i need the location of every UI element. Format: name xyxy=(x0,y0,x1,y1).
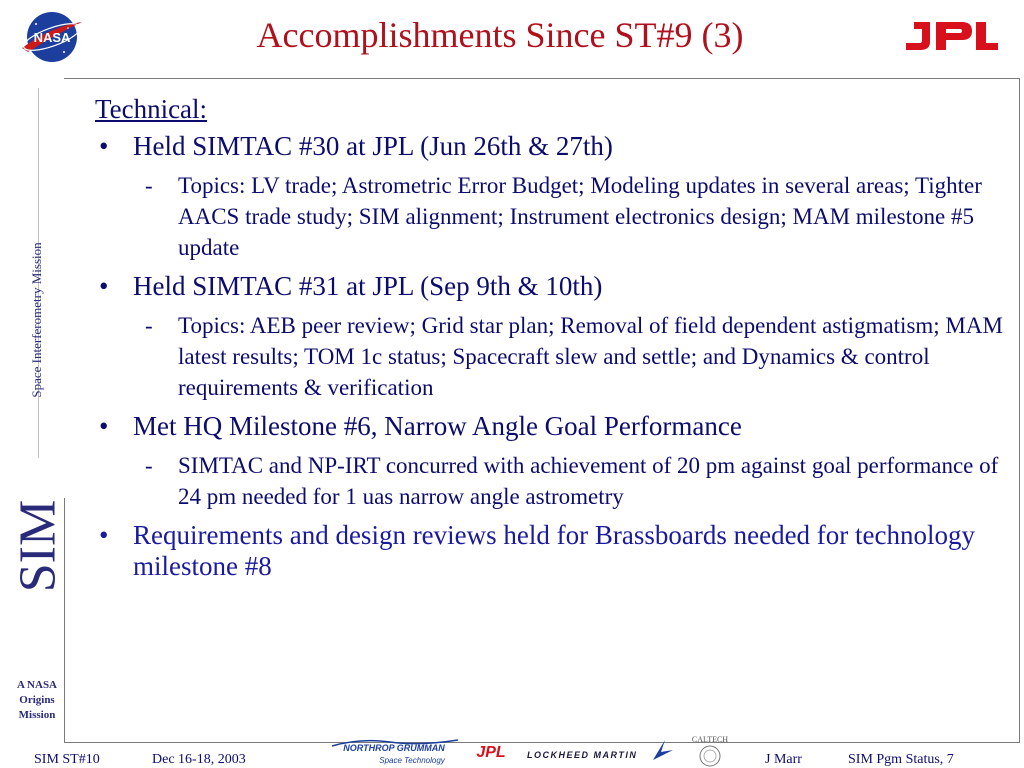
nasa-logo-text: NASA xyxy=(33,30,71,45)
ng-logo-subtext: Space Technology xyxy=(379,756,445,765)
bullet-text: Held SIMTAC #31 at JPL (Sep 9th & 10th) xyxy=(133,271,603,301)
jpl-logo xyxy=(900,18,1000,54)
origins-line: Origins xyxy=(19,694,55,706)
bullet-dot: • xyxy=(99,411,109,441)
sub-bullet-dash: - xyxy=(145,313,153,338)
footer-date: Dec 16-18, 2003 xyxy=(152,752,246,767)
bullet-item xyxy=(95,131,1010,162)
bullet-dot: • xyxy=(99,520,109,550)
bullet-dot: • xyxy=(99,131,109,161)
footer-author: J Marr xyxy=(765,752,802,767)
frame-top-line xyxy=(64,78,1020,79)
slide-title: Accomplishments Since ST#9 (3) xyxy=(256,15,744,55)
bullet-item xyxy=(95,271,1010,302)
bullet-text: Requirements and design reviews held for Brassboards needed for technology milestone #8 xyxy=(133,520,976,581)
frame-right-line xyxy=(1019,78,1020,742)
sub-bullet-item xyxy=(95,170,1010,263)
ng-logo-text: NORTHROP GRUMMAN xyxy=(343,743,445,753)
bullet-dot: • xyxy=(99,271,109,301)
side-mission-label: Space Interferometry Mission xyxy=(29,242,44,398)
caltech-logo-text: CALTECH xyxy=(691,735,729,744)
footer-page: SIM Pgm Status, 7 xyxy=(848,752,954,767)
footer-meeting: SIM ST#10 xyxy=(34,752,100,767)
section-heading: Technical: xyxy=(95,94,208,124)
sub-bullet-item xyxy=(95,450,1010,512)
origins-line: A NASA xyxy=(16,679,58,691)
sub-bullet-text: SIMTAC and NP-IRT concurred with achievement of 20 pm against goal performance of 24 pm needed for 1 uas narrow angle astrometry xyxy=(178,453,999,509)
footer xyxy=(0,748,1024,768)
origins-line: Mission xyxy=(18,709,56,721)
sub-bullet-dash: - xyxy=(145,453,153,478)
lm-logo-text: LOCKHEED MARTIN xyxy=(527,750,638,760)
nasa-logo xyxy=(16,8,86,66)
sub-bullet-text: Topics: LV trade; Astrometric Error Budget; Modeling updates in several areas; Tighter AACS trade study; SIM alignment; Instrument electronics design; MAM milestone #5 update xyxy=(178,173,982,260)
origins-label xyxy=(10,678,64,723)
sub-bullet-text: Topics: AEB peer review; Grid star plan; Removal of field dependent astigmatism; MAM latest results; TOM 1c status; Spacecraft slew and settle; and Dynamics & control requirements & verification xyxy=(178,313,1003,400)
slide-content xyxy=(95,94,1010,590)
side-sim-label: SIM xyxy=(9,499,67,593)
bullet-item xyxy=(95,411,1010,442)
bullet-text: Met HQ Milestone #6, Narrow Angle Goal Performance xyxy=(133,411,742,441)
bullet-text: Held SIMTAC #30 at JPL (Jun 26th & 27th) xyxy=(133,131,613,161)
sub-bullet-item xyxy=(95,310,1010,403)
bullet-item xyxy=(95,520,1010,582)
sub-bullet-dash: - xyxy=(145,173,153,198)
jpl-small-text: JPL xyxy=(476,744,506,760)
